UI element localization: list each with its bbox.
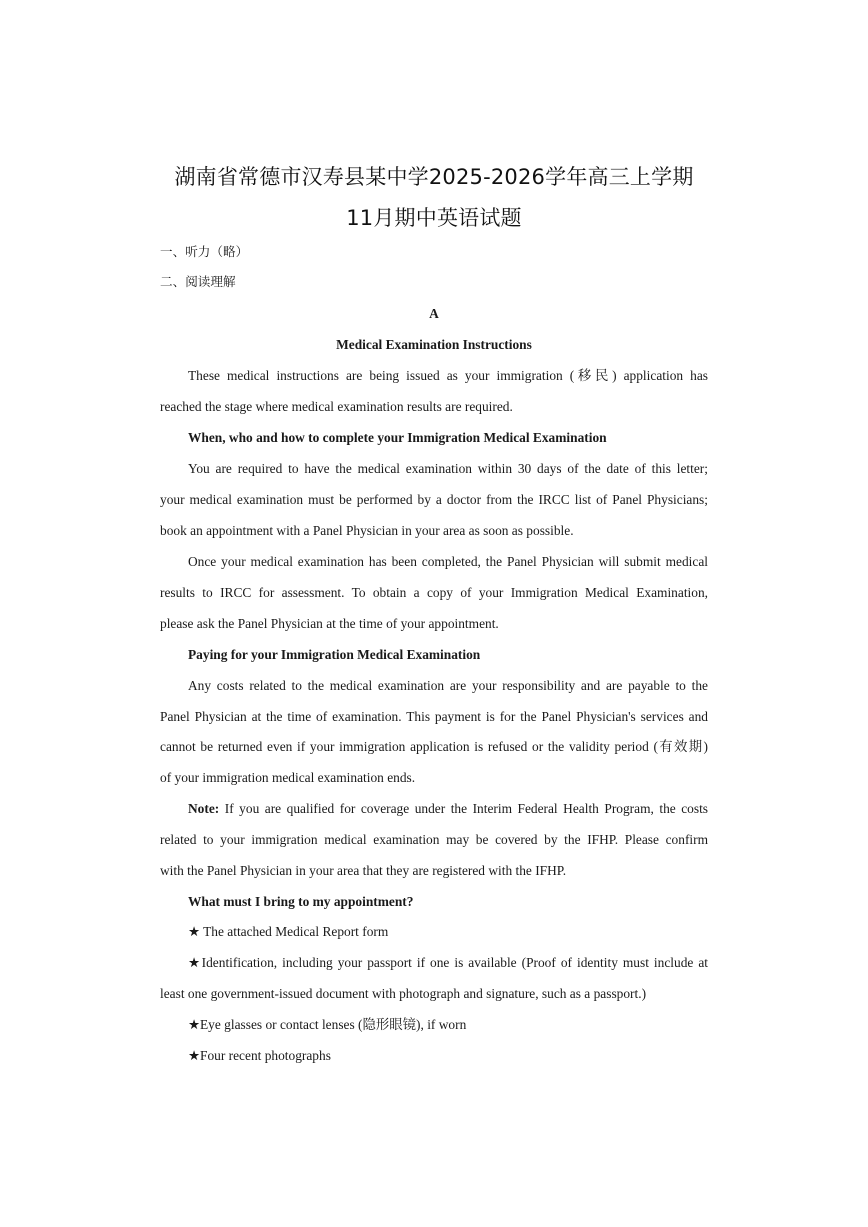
once-paragraph-line: please ask the Panel Physician at the time of your appointment. (160, 616, 499, 631)
when-paragraph-line: your medical examination must be performed by a doctor from the IRCC list of Panel Physicians; (160, 492, 708, 507)
passage-heading: Medical Examination Instructions (336, 337, 532, 352)
exam-title-line-2: 11月期中英语试题 (346, 206, 522, 230)
paying-paragraph-line: Panel Physician at the time of examination. This payment is for the Panel Physician's services and (160, 709, 708, 724)
intro-line: These medical instructions are being issued as your immigration (移民) application has (188, 368, 708, 383)
section-listening: 一、听力（略） (160, 244, 249, 259)
note-text: If you are qualified for coverage under the Interim Federal Health Program, the costs (219, 801, 708, 816)
passage-label: A (429, 306, 439, 321)
bring-list-item: ★Eye glasses or contact lenses (隐形眼镜), if worn (188, 1017, 467, 1032)
note-paragraph-line: related to your immigration medical examination may be covered by the IFHP. Please confirm (160, 832, 708, 847)
paying-paragraph-line: Any costs related to the medical examination are your responsibility and are payable to the (188, 678, 708, 693)
paying-paragraph-line: cannot be returned even if your immigration application is refused or the validity period (有效期) (160, 739, 708, 754)
bring-list-item: ★Identification, including your passport if one is available (Proof of identity must include at (188, 955, 708, 970)
when-paragraph-line: book an appointment with a Panel Physician in your area as soon as possible. (160, 523, 574, 538)
bring-list-item-continuation: least one government-issued document with photograph and signature, such as a passport.) (160, 986, 647, 1001)
bring-list-item: ★Four recent photographs (188, 1048, 331, 1063)
note-paragraph-line: with the Panel Physician in your area that they are registered with the IFHP. (160, 863, 567, 878)
intro-line: reached the stage where medical examination results are required. (160, 399, 513, 414)
once-paragraph-line: Once your medical examination has been completed, the Panel Physician will submit medical (188, 554, 708, 569)
exam-title-line-1: 湖南省常德市汉寿县某中学2025-2026学年高三上学期 (174, 165, 694, 189)
subheading-bring: What must I bring to my appointment? (188, 894, 414, 909)
note-label: Note: (188, 801, 220, 816)
section-reading: 二、阅读理解 (160, 274, 236, 289)
bring-list-item: ★ The attached Medical Report form (188, 924, 389, 939)
when-paragraph-line: You are required to have the medical examination within 30 days of the date of this letter; (188, 461, 708, 476)
subheading-paying: Paying for your Immigration Medical Examination (188, 647, 481, 662)
paying-paragraph-line: of your immigration medical examination ends. (160, 770, 416, 785)
once-paragraph-line: results to IRCC for assessment. To obtain a copy of your Immigration Medical Examination, (160, 585, 708, 600)
subheading-when: When, who and how to complete your Immigration Medical Examination (188, 430, 607, 445)
note-paragraph-first-line (188, 800, 708, 818)
